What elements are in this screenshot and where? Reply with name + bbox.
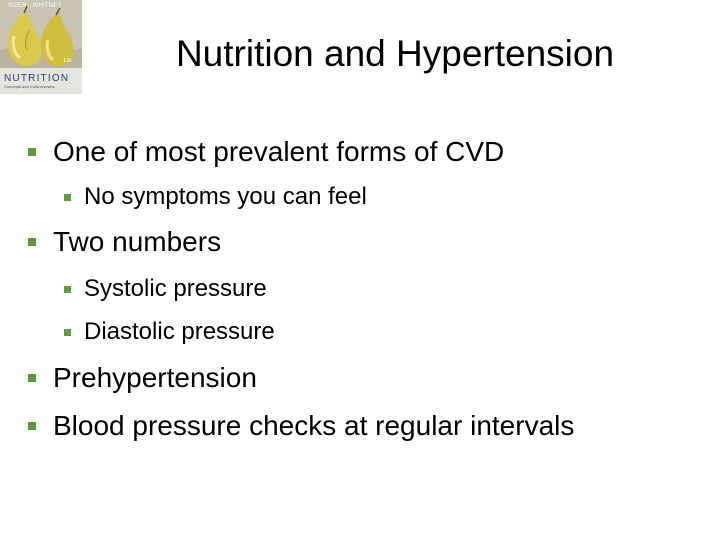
bullet-item (28, 226, 221, 258)
bullet-marker-icon (64, 329, 71, 336)
slide-title: Nutrition and Hypertension (175, 33, 615, 74)
bullet-marker-icon (28, 374, 36, 382)
bullet-text: Blood pressure checks at regular intervals (53, 410, 575, 441)
bullet-text: No symptoms you can feel (84, 183, 367, 210)
sub-bullet-item (64, 183, 367, 211)
cover-subtitle: Concepts and Controversies (4, 84, 55, 89)
bullet-marker-icon (64, 286, 71, 293)
cover-edition: 12e (63, 58, 72, 64)
bullet-text: Systolic pressure (84, 275, 267, 302)
bullet-marker-icon (28, 148, 36, 156)
bullet-text: Prehypertension (53, 362, 257, 393)
bullet-text: One of most prevalent forms of CVD (53, 136, 505, 167)
bullet-marker-icon (28, 422, 36, 430)
bullet-item (28, 362, 257, 394)
bullet-text: Diastolic pressure (84, 318, 275, 345)
bullet-item (28, 410, 574, 442)
bullet-marker-icon (64, 194, 71, 201)
cover-title: NUTRITION (4, 73, 70, 84)
bullet-text: Two numbers (53, 226, 222, 257)
bullet-item (28, 136, 504, 168)
sub-bullet-item (64, 275, 267, 303)
cover-authors: SIZER · WHITNEY (8, 3, 62, 9)
sub-bullet-item (64, 318, 275, 346)
bullet-marker-icon (28, 238, 36, 246)
